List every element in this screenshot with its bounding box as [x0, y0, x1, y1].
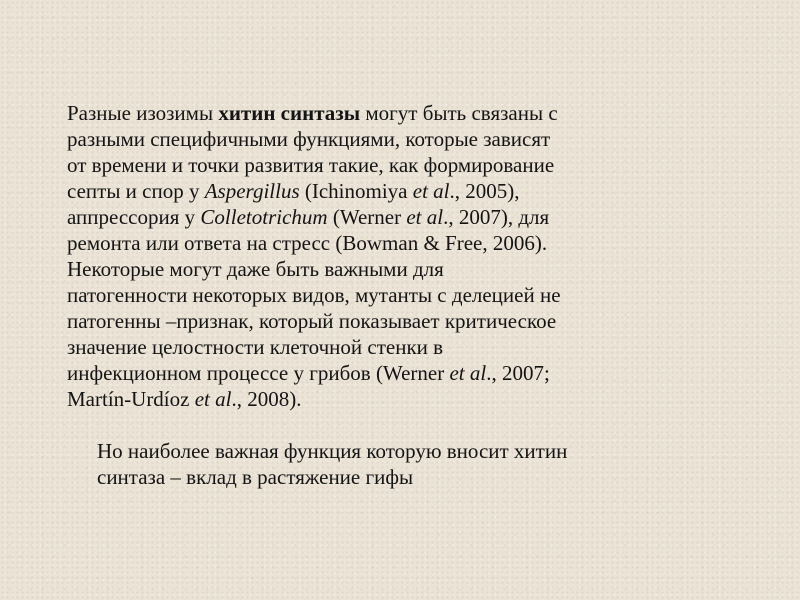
text-run: Martín-Urdíoz: [67, 387, 195, 411]
text-run: Разные изозимы: [67, 101, 219, 125]
text-line: [67, 360, 747, 386]
text-line: от времени и точки развития такие, как формирование: [67, 153, 555, 177]
text-run: ., 2007), для: [443, 205, 550, 229]
italic-et-al: et al: [194, 387, 232, 411]
text-line: Но наиболее важная функция которую вносит хитин: [97, 439, 568, 463]
text-line: [67, 386, 747, 412]
italic-genus-colletotrichum: Colletotrichum: [200, 205, 328, 229]
text-run: (Ichinomiya: [299, 179, 413, 203]
text-run: (Werner: [327, 205, 407, 229]
text-line: синтаза – вклад в растяжение гифы: [97, 465, 414, 489]
text-line: Некоторые могут даже быть важными для: [67, 257, 444, 281]
italic-et-al: et al: [449, 361, 487, 385]
text-line: значение целостности клеточной стенки в: [67, 335, 444, 359]
text-run: инфекционном процессе у грибов (Werner: [67, 361, 450, 385]
body-text: [67, 100, 747, 490]
text-line: [67, 100, 747, 126]
italic-et-al: et al: [406, 205, 444, 229]
italic-genus-aspergillus: Aspergillus: [204, 179, 300, 203]
text-line: патогенны –признак, который показывает критическое: [67, 309, 557, 333]
text-line: патогенности некоторых видов, мутанты с делецией не: [67, 283, 561, 307]
paragraph-hyphal-extension: [67, 438, 747, 490]
text-run: ., 2007;: [486, 361, 550, 385]
text-line: [67, 204, 747, 230]
text-line: ремонта или ответа на стресс (Bowman & Free, 2006).: [67, 231, 548, 255]
text-run: аппрессория у: [67, 205, 201, 229]
bold-term-chitin-synthase: хитин синтазы: [218, 101, 361, 125]
text-run: ., 2008).: [231, 387, 302, 411]
text-run: ., 2005),: [449, 179, 520, 203]
text-run: септы и спор у: [67, 179, 205, 203]
paragraph-chitin-synthase-functions: [67, 100, 747, 412]
text-run: могут быть связаны с: [360, 101, 558, 125]
text-line: разными специфичными функциями, которые зависят: [67, 127, 551, 151]
italic-et-al: et al: [412, 179, 450, 203]
text-line: [67, 178, 747, 204]
